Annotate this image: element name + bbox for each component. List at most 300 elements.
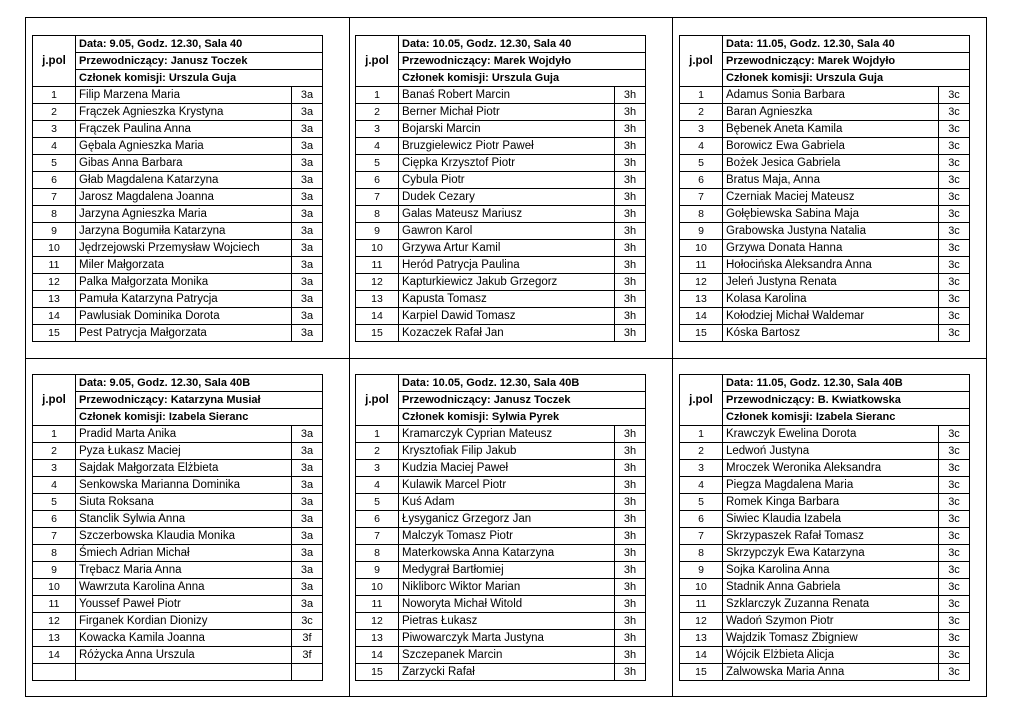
chairperson: Przewodniczący: Marek Wojdyło <box>399 53 646 70</box>
table-row <box>33 545 323 562</box>
jpol-header: j.pol <box>33 36 76 87</box>
student-name: Pyza Łukasz Maciej <box>76 443 292 460</box>
class-code: 3a <box>292 545 323 562</box>
class-code: 3h <box>615 579 646 596</box>
exam-group-4 <box>32 374 323 681</box>
class-code: 3f <box>292 630 323 647</box>
student-name: Romek Kinga Barbara <box>723 494 939 511</box>
class-code: 3h <box>615 562 646 579</box>
student-name: Jarosz Magdalena Joanna <box>76 189 292 206</box>
row-divider <box>26 358 986 359</box>
student-name: Kowacka Kamila Joanna <box>76 630 292 647</box>
class-code: 3a <box>292 155 323 172</box>
row-number: 5 <box>33 494 76 511</box>
table-row <box>680 477 970 494</box>
class-code: 3h <box>615 528 646 545</box>
class-code: 3h <box>615 647 646 664</box>
student-name: Kóska Bartosz <box>723 325 939 342</box>
row-number: 2 <box>356 104 399 121</box>
committee-member: Członek komisji: Urszula Guja <box>76 70 323 87</box>
class-code: 3a <box>292 325 323 342</box>
row-number: 12 <box>680 613 723 630</box>
table-row <box>356 579 646 596</box>
table-row <box>680 579 970 596</box>
row-number: 14 <box>33 647 76 664</box>
class-code: 3h <box>615 189 646 206</box>
student-name: Kolasa Karolina <box>723 291 939 308</box>
table-row <box>356 443 646 460</box>
class-code <box>292 664 323 681</box>
row-number: 9 <box>680 223 723 240</box>
row-number: 8 <box>33 206 76 223</box>
row-number: 14 <box>680 647 723 664</box>
row-number: 9 <box>33 562 76 579</box>
student-name: Skrzypczyk Ewa Katarzyna <box>723 545 939 562</box>
student-name: Sojka Karolina Anna <box>723 562 939 579</box>
group-table <box>32 35 323 342</box>
student-name: Bojarski Marcin <box>399 121 615 138</box>
table-row <box>680 257 970 274</box>
row-number: 1 <box>33 87 76 104</box>
student-name: Wawrzuta Karolina Anna <box>76 579 292 596</box>
table-row <box>680 308 970 325</box>
student-name: Palka Małgorzata Monika <box>76 274 292 291</box>
class-code: 3c <box>939 477 970 494</box>
row-number: 8 <box>33 545 76 562</box>
class-code: 3c <box>939 664 970 681</box>
table-row <box>680 528 970 545</box>
table-row <box>33 596 323 613</box>
table-row <box>680 274 970 291</box>
class-code: 3c <box>939 325 970 342</box>
class-code: 3a <box>292 528 323 545</box>
student-name: Sajdak Małgorzata Elżbieta <box>76 460 292 477</box>
class-code: 3c <box>939 562 970 579</box>
table-row <box>356 87 646 104</box>
class-code: 3h <box>615 613 646 630</box>
group-table <box>32 374 323 681</box>
class-code: 3a <box>292 477 323 494</box>
table-row <box>33 138 323 155</box>
row-number: 8 <box>680 545 723 562</box>
table-row <box>33 104 323 121</box>
table-row <box>33 87 323 104</box>
table-row <box>356 274 646 291</box>
session-date: Data: 11.05, Godz. 12.30, Sala 40B <box>723 375 970 392</box>
student-name: Noworyta Michał Witold <box>399 596 615 613</box>
student-name: Głab Magdalena Katarzyna <box>76 172 292 189</box>
exam-group-6 <box>679 374 970 681</box>
table-row <box>356 104 646 121</box>
student-name: Jarzyna Bogumiła Katarzyna <box>76 223 292 240</box>
student-name: Borowicz Ewa Gabriela <box>723 138 939 155</box>
class-code: 3a <box>292 223 323 240</box>
student-name <box>76 664 292 681</box>
student-name: Siwiec Klaudia Izabela <box>723 511 939 528</box>
table-row <box>356 426 646 443</box>
class-code: 3c <box>939 172 970 189</box>
table-row <box>33 172 323 189</box>
table-row <box>680 426 970 443</box>
row-number: 4 <box>680 477 723 494</box>
student-name: Bębenek Aneta Kamila <box>723 121 939 138</box>
table-row <box>680 562 970 579</box>
group-table <box>679 374 970 681</box>
table-row <box>33 240 323 257</box>
student-name: Wójcik Elżbieta Alicja <box>723 647 939 664</box>
class-code: 3a <box>292 579 323 596</box>
table-row <box>680 494 970 511</box>
row-number: 13 <box>680 630 723 647</box>
jpol-header: j.pol <box>356 36 399 87</box>
student-name: Materkowska Anna Katarzyna <box>399 545 615 562</box>
class-code: 3c <box>939 443 970 460</box>
table-row <box>356 121 646 138</box>
table-row <box>356 138 646 155</box>
class-code: 3h <box>615 426 646 443</box>
table-row <box>356 291 646 308</box>
student-name: Gołębiewska Sabina Maja <box>723 206 939 223</box>
row-number: 5 <box>356 155 399 172</box>
student-name: Kulawik Marcel Piotr <box>399 477 615 494</box>
table-row <box>680 206 970 223</box>
row-number: 4 <box>356 477 399 494</box>
table-row <box>356 613 646 630</box>
student-name: Szklarczyk Zuzanna Renata <box>723 596 939 613</box>
row-number: 12 <box>356 613 399 630</box>
class-code: 3h <box>615 172 646 189</box>
student-name: Frączek Agnieszka Krystyna <box>76 104 292 121</box>
row-number: 15 <box>33 325 76 342</box>
class-code: 3a <box>292 460 323 477</box>
row-number: 10 <box>680 579 723 596</box>
row-number: 3 <box>680 460 723 477</box>
table-row <box>33 223 323 240</box>
student-name: Szczepanek Marcin <box>399 647 615 664</box>
chairperson: Przewodniczący: Janusz Toczek <box>399 392 646 409</box>
student-name: Hołocińska Aleksandra Anna <box>723 257 939 274</box>
row-number: 7 <box>33 189 76 206</box>
session-date: Data: 10.05, Godz. 12.30, Sala 40B <box>399 375 646 392</box>
table-row <box>680 630 970 647</box>
row-number: 13 <box>33 630 76 647</box>
class-code: 3c <box>939 613 970 630</box>
table-row <box>33 189 323 206</box>
class-code: 3h <box>615 223 646 240</box>
student-name: Heród Patrycja Paulina <box>399 257 615 274</box>
row-number: 13 <box>356 291 399 308</box>
class-code: 3a <box>292 511 323 528</box>
row-number: 9 <box>356 223 399 240</box>
row-number: 12 <box>356 274 399 291</box>
group-table <box>355 35 646 342</box>
class-code: 3c <box>939 257 970 274</box>
row-number: 5 <box>680 494 723 511</box>
table-row <box>356 257 646 274</box>
row-number: 11 <box>33 257 76 274</box>
class-code: 3c <box>939 426 970 443</box>
row-number: 12 <box>33 613 76 630</box>
table-row <box>33 647 323 664</box>
row-number: 12 <box>680 274 723 291</box>
class-code: 3c <box>939 240 970 257</box>
student-name: Dudek Cezary <box>399 189 615 206</box>
student-name: Ciępka Krzysztof Piotr <box>399 155 615 172</box>
student-name: Baran Agnieszka <box>723 104 939 121</box>
student-name: Bruzgielewicz Piotr Paweł <box>399 138 615 155</box>
class-code: 3a <box>292 104 323 121</box>
class-code: 3c <box>939 308 970 325</box>
row-number: 2 <box>680 104 723 121</box>
class-code: 3a <box>292 87 323 104</box>
student-name: Bratus Maja, Anna <box>723 172 939 189</box>
row-number: 6 <box>356 172 399 189</box>
table-row <box>680 596 970 613</box>
row-number: 5 <box>680 155 723 172</box>
student-name: Senkowska Marianna Dominika <box>76 477 292 494</box>
row-number: 3 <box>356 121 399 138</box>
row-number: 10 <box>33 240 76 257</box>
table-row <box>356 562 646 579</box>
row-number: 6 <box>680 172 723 189</box>
row-number: 10 <box>33 579 76 596</box>
session-date: Data: 11.05, Godz. 12.30, Sala 40 <box>723 36 970 53</box>
student-name: Kapturkiewicz Jakub Grzegorz <box>399 274 615 291</box>
class-code: 3a <box>292 443 323 460</box>
row-number: 6 <box>356 511 399 528</box>
student-name: Jeleń Justyna Renata <box>723 274 939 291</box>
table-row <box>680 647 970 664</box>
row-number: 3 <box>680 121 723 138</box>
table-row <box>33 257 323 274</box>
row-number: 14 <box>33 308 76 325</box>
exam-group-3 <box>679 35 970 342</box>
class-code: 3c <box>939 511 970 528</box>
class-code: 3a <box>292 274 323 291</box>
table-row <box>33 121 323 138</box>
table-row <box>680 443 970 460</box>
student-name: Piwowarczyk Marta Justyna <box>399 630 615 647</box>
class-code: 3c <box>939 121 970 138</box>
row-number: 15 <box>680 325 723 342</box>
table-row <box>33 291 323 308</box>
table-row <box>33 579 323 596</box>
table-row <box>680 460 970 477</box>
row-number: 10 <box>356 240 399 257</box>
class-code: 3a <box>292 308 323 325</box>
column-divider <box>349 18 350 696</box>
student-name: Pradid Marta Anika <box>76 426 292 443</box>
class-code: 3h <box>615 325 646 342</box>
jpol-header: j.pol <box>680 375 723 426</box>
table-row <box>356 325 646 342</box>
row-number: 11 <box>33 596 76 613</box>
class-code: 3a <box>292 562 323 579</box>
table-row <box>356 308 646 325</box>
class-code: 3c <box>939 291 970 308</box>
row-number: 11 <box>680 596 723 613</box>
table-row <box>356 189 646 206</box>
row-number: 15 <box>356 325 399 342</box>
student-name: Nikliborc Wiktor Marian <box>399 579 615 596</box>
class-code: 3h <box>615 494 646 511</box>
class-code: 3c <box>939 528 970 545</box>
student-name: Karpiel Dawid Tomasz <box>399 308 615 325</box>
student-name: Miler Małgorzata <box>76 257 292 274</box>
student-name: Szczerbowska Klaudia Monika <box>76 528 292 545</box>
class-code: 3h <box>615 664 646 681</box>
row-number: 9 <box>680 562 723 579</box>
group-table <box>679 35 970 342</box>
row-number: 1 <box>356 426 399 443</box>
table-row <box>680 155 970 172</box>
class-code: 3c <box>939 545 970 562</box>
row-number: 5 <box>356 494 399 511</box>
table-row <box>680 121 970 138</box>
row-number: 14 <box>356 308 399 325</box>
class-code: 3c <box>939 87 970 104</box>
class-code: 3c <box>939 630 970 647</box>
row-number: 4 <box>33 138 76 155</box>
student-name: Adamus Sonia Barbara <box>723 87 939 104</box>
student-name: Malczyk Tomasz Piotr <box>399 528 615 545</box>
student-name: Skrzypaszek Rafał Tomasz <box>723 528 939 545</box>
class-code: 3h <box>615 630 646 647</box>
table-row <box>33 494 323 511</box>
student-name: Krysztofiak Filip Jakub <box>399 443 615 460</box>
class-code: 3c <box>939 579 970 596</box>
table-row <box>680 172 970 189</box>
row-number: 15 <box>680 664 723 681</box>
row-number: 3 <box>356 460 399 477</box>
table-row <box>33 308 323 325</box>
class-code: 3h <box>615 308 646 325</box>
student-name: Zalwowska Maria Anna <box>723 664 939 681</box>
row-number: 7 <box>356 528 399 545</box>
table-row <box>33 325 323 342</box>
committee-member: Członek komisji: Urszula Guja <box>723 70 970 87</box>
row-number: 13 <box>680 291 723 308</box>
chairperson: Przewodniczący: Katarzyna Musiał <box>76 392 323 409</box>
table-row <box>33 562 323 579</box>
row-number: 7 <box>33 528 76 545</box>
row-number: 8 <box>356 206 399 223</box>
student-name: Grzywa Artur Kamil <box>399 240 615 257</box>
row-number: 6 <box>33 511 76 528</box>
row-number: 11 <box>356 596 399 613</box>
student-name: Łysyganicz Grzegorz Jan <box>399 511 615 528</box>
row-number: 1 <box>356 87 399 104</box>
row-number: 2 <box>680 443 723 460</box>
row-number: 1 <box>680 87 723 104</box>
class-code: 3c <box>939 206 970 223</box>
student-name: Grzywa Donata Hanna <box>723 240 939 257</box>
class-code: 3a <box>292 494 323 511</box>
student-name: Kramarczyk Cyprian Mateusz <box>399 426 615 443</box>
row-number: 2 <box>33 104 76 121</box>
session-date: Data: 9.05, Godz. 12.30, Sala 40 <box>76 36 323 53</box>
class-code: 3a <box>292 172 323 189</box>
group-table <box>355 374 646 681</box>
student-name: Kuś Adam <box>399 494 615 511</box>
student-name: Firganek Kordian Dionizy <box>76 613 292 630</box>
class-code: 3h <box>615 291 646 308</box>
student-name: Ledwoń Justyna <box>723 443 939 460</box>
row-number: 5 <box>33 155 76 172</box>
row-number: 7 <box>356 189 399 206</box>
jpol-header: j.pol <box>356 375 399 426</box>
class-code: 3h <box>615 257 646 274</box>
class-code: 3c <box>939 223 970 240</box>
class-code: 3h <box>615 104 646 121</box>
row-number: 10 <box>680 240 723 257</box>
chairperson: Przewodniczący: Janusz Toczek <box>76 53 323 70</box>
table-row <box>356 647 646 664</box>
table-row <box>33 511 323 528</box>
session-date: Data: 9.05, Godz. 12.30, Sala 40B <box>76 375 323 392</box>
table-row <box>680 138 970 155</box>
class-code: 3c <box>939 596 970 613</box>
exam-group-2 <box>355 35 646 342</box>
exam-group-1 <box>32 35 323 342</box>
table-row <box>356 477 646 494</box>
table-row <box>680 664 970 681</box>
class-code: 3h <box>615 274 646 291</box>
class-code: 3f <box>292 647 323 664</box>
class-code: 3h <box>615 511 646 528</box>
table-row <box>356 155 646 172</box>
student-name: Youssef Paweł Piotr <box>76 596 292 613</box>
student-name: Cybula Piotr <box>399 172 615 189</box>
student-name: Pamuła Katarzyna Patrycja <box>76 291 292 308</box>
student-name: Kołodziej Michał Waldemar <box>723 308 939 325</box>
class-code: 3h <box>615 87 646 104</box>
class-code: 3a <box>292 426 323 443</box>
student-name: Jędrzejowski Przemysław Wojciech <box>76 240 292 257</box>
table-row <box>680 291 970 308</box>
class-code: 3h <box>615 240 646 257</box>
class-code: 3a <box>292 121 323 138</box>
table-row <box>680 240 970 257</box>
table-row <box>356 223 646 240</box>
student-name: Kudzia Maciej Paweł <box>399 460 615 477</box>
class-code: 3c <box>939 189 970 206</box>
table-row <box>680 223 970 240</box>
table-row <box>356 596 646 613</box>
table-row <box>356 206 646 223</box>
table-row <box>356 664 646 681</box>
chairperson: Przewodniczący: B. Kwiatkowska <box>723 392 970 409</box>
table-row <box>33 206 323 223</box>
row-number: 6 <box>33 172 76 189</box>
student-name: Siuta Roksana <box>76 494 292 511</box>
table-row <box>33 630 323 647</box>
table-row <box>356 545 646 562</box>
class-code: 3a <box>292 189 323 206</box>
table-row <box>33 477 323 494</box>
class-code: 3h <box>615 460 646 477</box>
student-name: Piegza Magdalena Maria <box>723 477 939 494</box>
table-row <box>33 426 323 443</box>
row-number: 8 <box>356 545 399 562</box>
table-row <box>33 443 323 460</box>
table-row <box>680 511 970 528</box>
table-row <box>356 630 646 647</box>
class-code: 3a <box>292 138 323 155</box>
jpol-header: j.pol <box>680 36 723 87</box>
class-code: 3a <box>292 257 323 274</box>
table-row <box>33 613 323 630</box>
